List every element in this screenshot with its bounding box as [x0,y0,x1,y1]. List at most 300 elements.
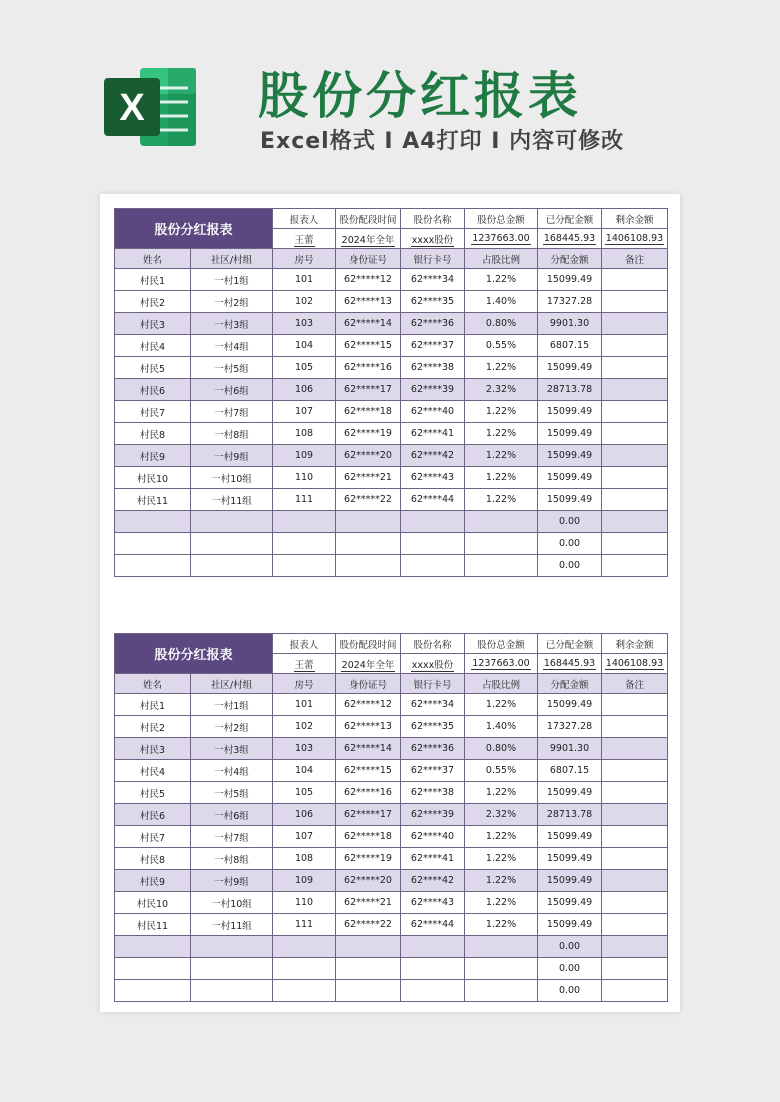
table-cell[interactable]: 15099.49 [538,489,602,511]
summary-value-cell[interactable] [273,654,336,674]
table-cell[interactable] [336,533,401,555]
table-cell[interactable] [602,511,668,533]
table-row [115,291,668,313]
table-cell[interactable] [602,826,668,848]
table-cell[interactable] [602,936,668,958]
table-cell[interactable] [602,804,668,826]
table-cell[interactable]: 62*****19 [336,423,401,445]
summary-value-cell[interactable] [401,654,465,674]
column-header-cell[interactable]: 银行卡号 [401,249,465,269]
table-cell[interactable]: 1.22% [465,914,538,936]
table-cell[interactable]: 104 [273,760,336,782]
summary-label-cell[interactable]: 剩余金额 [602,634,668,654]
table-cell[interactable]: 62****37 [401,335,465,357]
table-cell[interactable]: 107 [273,826,336,848]
table-cell[interactable]: 1.22% [465,870,538,892]
column-header-cell[interactable]: 房号 [273,674,336,694]
table-cell[interactable]: 一村8组 [191,423,273,445]
table-row [115,313,668,335]
page-title: 股份分红报表 [258,67,582,125]
table-cell[interactable] [602,533,668,555]
summary-value-cell-text: 168445.93 [543,233,596,244]
table-cell[interactable]: 村民4 [115,335,191,357]
table-cell[interactable] [465,533,538,555]
table-cell[interactable] [602,313,668,335]
table-title-cell[interactable]: 股份分红报表 [115,634,273,674]
table-cell[interactable]: 1.22% [465,467,538,489]
summary-label-cell[interactable]: 报表人 [273,634,336,654]
table-cell[interactable]: 村民8 [115,848,191,870]
table-cell[interactable]: 0.00 [538,511,602,533]
table-cell[interactable]: 62****43 [401,467,465,489]
table-cell[interactable]: 62*****20 [336,445,401,467]
table-cell[interactable]: 15099.49 [538,870,602,892]
table-cell[interactable] [273,533,336,555]
table-cell[interactable]: 一村3组 [191,313,273,335]
table-row [115,936,668,958]
table-cell[interactable]: 102 [273,291,336,313]
table-cell[interactable]: 0.00 [538,533,602,555]
table-cell[interactable]: 105 [273,782,336,804]
table-cell[interactable]: 村民5 [115,782,191,804]
table-cell[interactable]: 109 [273,445,336,467]
table-cell[interactable]: 一村2组 [191,291,273,313]
table-cell[interactable] [465,980,538,1002]
column-header-cell[interactable]: 身份证号 [336,674,401,694]
table-cell[interactable]: 62*****13 [336,716,401,738]
table-cell[interactable]: 62*****12 [336,694,401,716]
column-header-row [115,249,668,269]
table-cell[interactable]: 1.22% [465,401,538,423]
column-header-cell[interactable]: 身份证号 [336,249,401,269]
table-cell[interactable]: 62*****22 [336,914,401,936]
table-cell[interactable]: 62****42 [401,445,465,467]
table-cell[interactable]: 62*****14 [336,313,401,335]
table-cell[interactable]: 62*****17 [336,379,401,401]
summary-label-cell[interactable]: 股份配段时间 [336,209,401,229]
table-cell[interactable]: 110 [273,892,336,914]
table-cell[interactable]: 9901.30 [538,738,602,760]
column-header-cell[interactable]: 姓名 [115,674,191,694]
table-cell[interactable]: 1.22% [465,357,538,379]
table-cell[interactable]: 1.22% [465,489,538,511]
column-header-cell[interactable]: 占股比例 [465,674,538,694]
table-cell[interactable]: 1.22% [465,445,538,467]
report-grid [114,208,668,577]
table-cell[interactable]: 102 [273,716,336,738]
table-cell[interactable] [401,936,465,958]
table-row [115,958,668,980]
table-cell[interactable] [115,555,191,577]
table-cell[interactable] [401,958,465,980]
page-header [0,0,780,190]
table-cell[interactable] [602,555,668,577]
table-row [115,489,668,511]
summary-value-cell[interactable] [602,654,668,674]
table-cell[interactable]: 一村11组 [191,489,273,511]
table-cell[interactable] [273,511,336,533]
table-cell[interactable] [465,958,538,980]
table-cell[interactable]: 15099.49 [538,694,602,716]
table-row [115,716,668,738]
summary-label-cell[interactable]: 已分配金额 [538,209,602,229]
summary-value-cell[interactable] [465,654,538,674]
table-cell[interactable]: 62*****22 [336,489,401,511]
table-cell[interactable] [602,760,668,782]
table-cell[interactable] [191,958,273,980]
table-cell[interactable]: 62****37 [401,760,465,782]
table-cell[interactable] [602,379,668,401]
table-cell[interactable] [602,357,668,379]
summary-value-cell-text: 2024年全年 [341,659,395,671]
table-cell[interactable]: 62*****15 [336,335,401,357]
summary-label-cell[interactable]: 股份总金额 [465,634,538,654]
report-table-1 [114,208,667,577]
column-header-cell[interactable]: 分配金额 [538,249,602,269]
table-cell[interactable]: 0.80% [465,738,538,760]
table-cell[interactable]: 一村6组 [191,804,273,826]
summary-label-row [115,209,668,229]
column-header-cell[interactable]: 占股比例 [465,249,538,269]
table-cell[interactable] [401,555,465,577]
table-cell[interactable]: 一村4组 [191,760,273,782]
table-cell[interactable]: 一村9组 [191,870,273,892]
table-cell[interactable]: 62****35 [401,716,465,738]
table-cell[interactable]: 17327.28 [538,716,602,738]
summary-value-cell[interactable] [273,229,336,249]
table-cell[interactable]: 110 [273,467,336,489]
table-cell[interactable] [602,716,668,738]
table-cell[interactable] [602,870,668,892]
summary-label-cell[interactable]: 报表人 [273,209,336,229]
table-cell[interactable]: 62*****14 [336,738,401,760]
table-cell[interactable]: 村民2 [115,716,191,738]
table-cell[interactable]: 0.55% [465,760,538,782]
table-cell[interactable]: 15099.49 [538,914,602,936]
table-cell[interactable]: 村民10 [115,892,191,914]
table-cell[interactable] [602,269,668,291]
table-cell[interactable]: 1.40% [465,716,538,738]
table-cell[interactable]: 村民11 [115,489,191,511]
table-cell[interactable]: 一村5组 [191,782,273,804]
table-cell[interactable]: 62*****19 [336,848,401,870]
table-cell[interactable] [336,936,401,958]
excel-logo-icon [102,58,200,156]
table-cell[interactable]: 106 [273,379,336,401]
table-cell[interactable]: 103 [273,738,336,760]
table-cell[interactable] [602,445,668,467]
summary-value-cell[interactable] [538,654,602,674]
table-cell[interactable]: 一村7组 [191,826,273,848]
table-cell[interactable]: 15099.49 [538,423,602,445]
table-cell[interactable]: 村民2 [115,291,191,313]
table-cell[interactable]: 15099.49 [538,892,602,914]
summary-value-cell[interactable] [336,229,401,249]
table-cell[interactable] [273,958,336,980]
table-cell[interactable]: 村民9 [115,870,191,892]
table-cell[interactable] [273,980,336,1002]
table-cell[interactable]: 15099.49 [538,357,602,379]
table-cell[interactable]: 1.22% [465,782,538,804]
table-cell[interactable]: 一村11组 [191,914,273,936]
table-cell[interactable]: 村民10 [115,467,191,489]
table-cell[interactable]: 一村2组 [191,716,273,738]
table-cell[interactable] [602,958,668,980]
summary-value-cell-text: 1237663.00 [472,233,530,244]
table-cell[interactable]: 0.80% [465,313,538,335]
table-cell[interactable]: 108 [273,848,336,870]
table-cell[interactable] [336,511,401,533]
table-cell[interactable]: 村民1 [115,269,191,291]
table-cell[interactable]: 15099.49 [538,445,602,467]
table-cell[interactable]: 62****36 [401,313,465,335]
column-header-cell[interactable]: 社区/村组 [191,674,273,694]
table-title-cell[interactable]: 股份分红报表 [115,209,273,249]
table-cell[interactable]: 一村1组 [191,269,273,291]
table-cell[interactable]: 0.00 [538,555,602,577]
table-cell[interactable] [602,848,668,870]
table-row [115,269,668,291]
table-cell[interactable]: 1.22% [465,826,538,848]
table-cell[interactable]: 62****39 [401,804,465,826]
table-row [115,892,668,914]
table-row [115,445,668,467]
table-cell[interactable]: 111 [273,914,336,936]
table-cell[interactable]: 111 [273,489,336,511]
table-cell[interactable]: 62****34 [401,269,465,291]
table-cell[interactable]: 62*****16 [336,782,401,804]
table-cell[interactable] [191,511,273,533]
column-header-cell[interactable]: 备注 [602,674,668,694]
table-cell[interactable]: 62****40 [401,401,465,423]
table-cell[interactable]: 村民7 [115,401,191,423]
table-cell[interactable]: 62*****13 [336,291,401,313]
table-cell[interactable]: 村民1 [115,694,191,716]
table-cell[interactable]: 村民6 [115,804,191,826]
table-cell[interactable]: 15099.49 [538,269,602,291]
table-cell[interactable]: 62****39 [401,379,465,401]
column-header-cell[interactable]: 房号 [273,249,336,269]
table-cell[interactable]: 一村6组 [191,379,273,401]
summary-label-cell[interactable]: 股份配段时间 [336,634,401,654]
table-cell[interactable]: 村民6 [115,379,191,401]
table-cell[interactable]: 村民7 [115,826,191,848]
table-cell[interactable]: 0.00 [538,958,602,980]
summary-value-cell[interactable] [336,654,401,674]
table-cell[interactable] [191,936,273,958]
table-cell[interactable] [602,738,668,760]
table-cell[interactable]: 15099.49 [538,782,602,804]
table-cell[interactable] [465,936,538,958]
table-cell[interactable]: 1.22% [465,892,538,914]
table-cell[interactable]: 28713.78 [538,804,602,826]
table-cell[interactable]: 2.32% [465,804,538,826]
summary-value-cell[interactable] [602,229,668,249]
table-cell[interactable]: 15099.49 [538,848,602,870]
summary-value-cell[interactable] [401,229,465,249]
table-cell[interactable]: 村民3 [115,738,191,760]
table-cell[interactable]: 62*****16 [336,357,401,379]
table-cell[interactable]: 62*****17 [336,804,401,826]
table-cell[interactable] [602,489,668,511]
table-cell[interactable] [602,467,668,489]
table-cell[interactable]: 村民5 [115,357,191,379]
table-cell[interactable]: 村民11 [115,914,191,936]
column-header-row [115,674,668,694]
table-cell[interactable]: 105 [273,357,336,379]
table-cell[interactable]: 1.40% [465,291,538,313]
table-cell[interactable]: 106 [273,804,336,826]
table-cell[interactable] [602,782,668,804]
summary-value-cell-text: 王蕾 [294,659,314,671]
table-cell[interactable]: 村民9 [115,445,191,467]
table-cell[interactable]: 村民8 [115,423,191,445]
table-cell[interactable] [336,958,401,980]
table-cell[interactable] [115,936,191,958]
table-cell[interactable]: 15099.49 [538,467,602,489]
page-subtitle: Excel格式 I A4打印 I 内容可修改 [260,129,625,154]
table-cell[interactable]: 一村4组 [191,335,273,357]
table-cell[interactable] [602,914,668,936]
table-cell[interactable]: 村民4 [115,760,191,782]
table-row [115,782,668,804]
column-header-cell[interactable]: 分配金额 [538,674,602,694]
table-cell[interactable]: 0.00 [538,936,602,958]
table-cell[interactable]: 1.22% [465,423,538,445]
summary-label-cell[interactable]: 已分配金额 [538,634,602,654]
table-row [115,914,668,936]
summary-value-cell[interactable] [465,229,538,249]
table-cell[interactable]: 一村10组 [191,892,273,914]
table-cell[interactable] [191,555,273,577]
table-cell[interactable] [336,980,401,1002]
table-cell[interactable]: 62*****15 [336,760,401,782]
table-cell[interactable] [191,533,273,555]
summary-value-cell[interactable] [538,229,602,249]
table-cell[interactable]: 28713.78 [538,379,602,401]
table-cell[interactable] [602,291,668,313]
table-cell[interactable]: 2.32% [465,379,538,401]
table-cell[interactable]: 17327.28 [538,291,602,313]
table-cell[interactable] [401,533,465,555]
table-cell[interactable]: 一村5组 [191,357,273,379]
table-cell[interactable]: 0.00 [538,980,602,1002]
table-cell[interactable] [602,980,668,1002]
table-cell[interactable]: 103 [273,313,336,335]
table-cell[interactable]: 108 [273,423,336,445]
column-header-cell[interactable]: 社区/村组 [191,249,273,269]
column-header-cell[interactable]: 备注 [602,249,668,269]
table-row [115,533,668,555]
summary-label-cell[interactable]: 股份名称 [401,209,465,229]
table-cell[interactable]: 62*****18 [336,826,401,848]
column-header-cell[interactable]: 银行卡号 [401,674,465,694]
table-cell[interactable]: 62****44 [401,914,465,936]
summary-label-cell[interactable]: 剩余金额 [602,209,668,229]
table-cell[interactable]: 9901.30 [538,313,602,335]
table-cell[interactable]: 62****36 [401,738,465,760]
table-cell[interactable]: 107 [273,401,336,423]
logo-letter: X [119,87,145,129]
table-cell[interactable]: 62****43 [401,892,465,914]
table-cell[interactable] [115,533,191,555]
table-cell[interactable]: 6807.15 [538,760,602,782]
table-cell[interactable] [115,958,191,980]
table-cell[interactable] [273,555,336,577]
table-row [115,401,668,423]
table-cell[interactable]: 一村8组 [191,848,273,870]
table-cell[interactable]: 109 [273,870,336,892]
table-cell[interactable] [602,892,668,914]
table-cell[interactable] [401,511,465,533]
column-header-cell[interactable]: 姓名 [115,249,191,269]
table-cell[interactable]: 62*****12 [336,269,401,291]
table-cell[interactable]: 62****42 [401,870,465,892]
table-cell[interactable] [465,511,538,533]
table-cell[interactable]: 62****41 [401,423,465,445]
table-cell[interactable]: 1.22% [465,848,538,870]
table-cell[interactable]: 62****41 [401,848,465,870]
table-cell[interactable]: 15099.49 [538,401,602,423]
table-cell[interactable]: 0.55% [465,335,538,357]
table-cell[interactable] [115,980,191,1002]
table-cell[interactable]: 62****34 [401,694,465,716]
summary-value-cell-text: 1237663.00 [472,658,530,669]
table-cell[interactable]: 1.22% [465,269,538,291]
table-row [115,870,668,892]
table-cell[interactable]: 62****38 [401,782,465,804]
table-cell[interactable] [465,555,538,577]
table-cell[interactable]: 6807.15 [538,335,602,357]
table-cell[interactable]: 62*****21 [336,467,401,489]
summary-label-cell[interactable]: 股份总金额 [465,209,538,229]
summary-value-cell-text: 1406108.93 [605,233,664,244]
table-cell[interactable]: 101 [273,269,336,291]
table-cell[interactable] [602,694,668,716]
table-cell[interactable] [602,423,668,445]
table-cell[interactable] [115,511,191,533]
table-row [115,335,668,357]
table-cell[interactable]: 15099.49 [538,826,602,848]
table-cell[interactable]: 62****40 [401,826,465,848]
table-cell[interactable]: 村民3 [115,313,191,335]
table-row [115,848,668,870]
table-cell[interactable] [602,401,668,423]
table-cell[interactable] [602,335,668,357]
table-cell[interactable]: 1.22% [465,694,538,716]
table-cell[interactable] [273,936,336,958]
summary-label-row [115,634,668,654]
table-cell[interactable]: 62****38 [401,357,465,379]
table-cell[interactable]: 101 [273,694,336,716]
table-cell[interactable]: 62****35 [401,291,465,313]
table-cell[interactable]: 一村10组 [191,467,273,489]
table-cell[interactable]: 62*****18 [336,401,401,423]
table-row [115,379,668,401]
table-cell[interactable] [336,555,401,577]
table-cell[interactable]: 一村7组 [191,401,273,423]
table-cell[interactable] [401,980,465,1002]
table-cell[interactable]: 104 [273,335,336,357]
table-cell[interactable]: 62*****21 [336,892,401,914]
table-cell[interactable]: 一村3组 [191,738,273,760]
summary-label-cell[interactable]: 股份名称 [401,634,465,654]
table-cell[interactable]: 一村9组 [191,445,273,467]
table-cell[interactable]: 一村1组 [191,694,273,716]
table-cell[interactable]: 62****44 [401,489,465,511]
table-cell[interactable] [191,980,273,1002]
table-cell[interactable]: 62*****20 [336,870,401,892]
